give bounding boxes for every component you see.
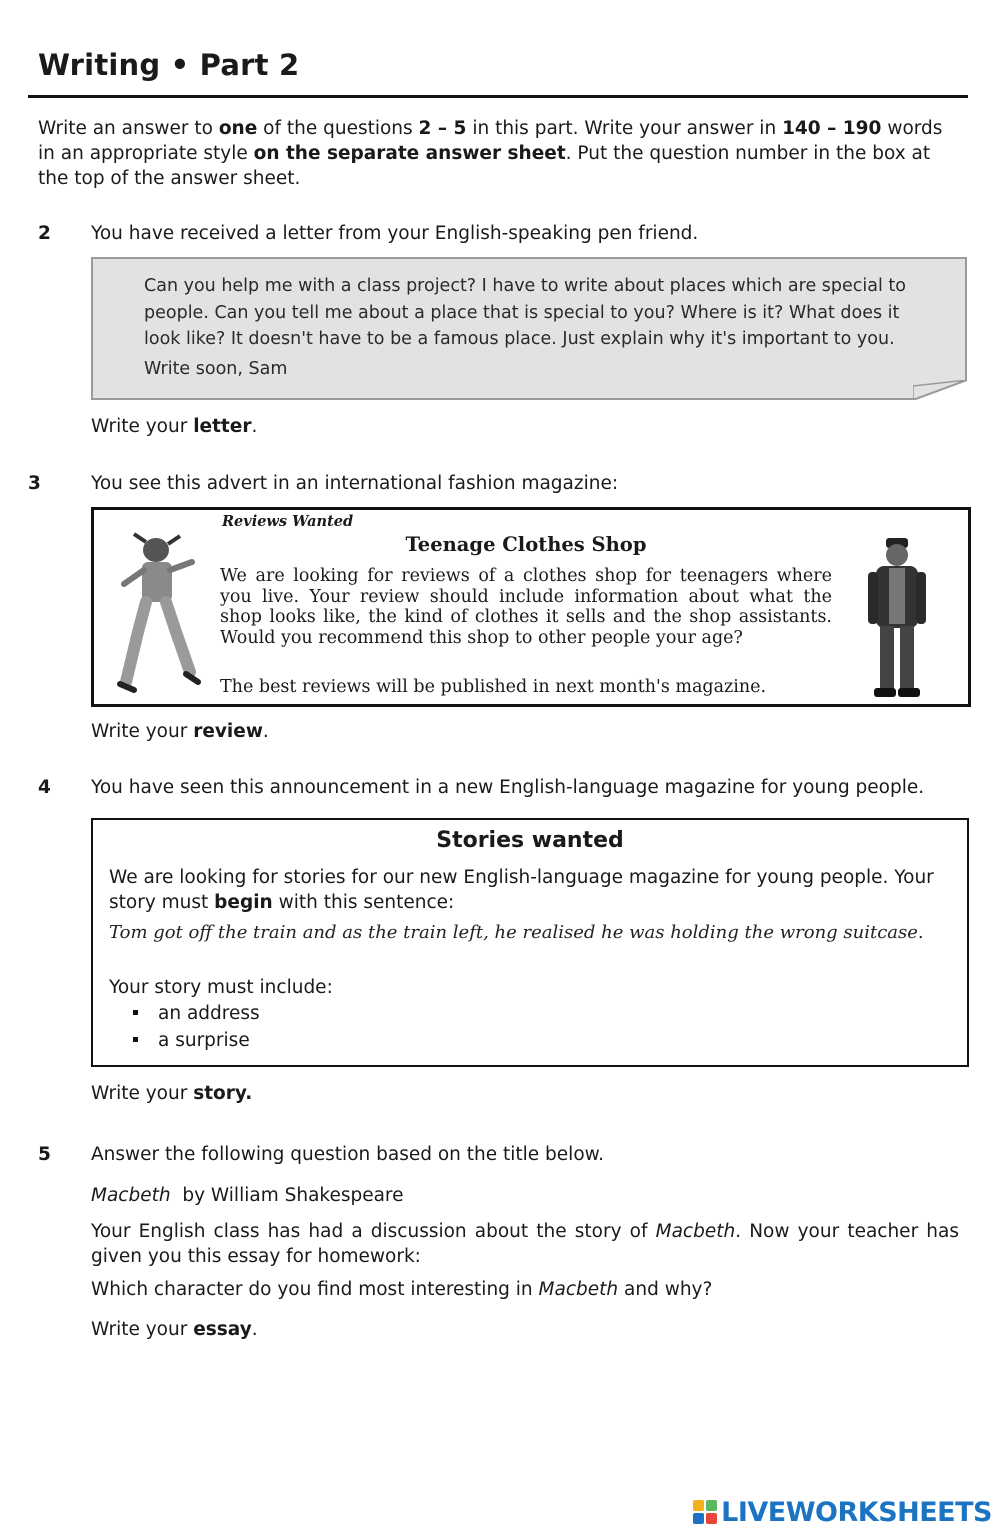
- write-label: Write your: [91, 721, 194, 742]
- book-author: by William Shakespeare: [170, 1185, 404, 1206]
- title-divider: [28, 95, 968, 98]
- book-title-line: [91, 1185, 404, 1206]
- instr-text: of the questions: [257, 118, 419, 139]
- q2-write-your-letter: [91, 416, 257, 437]
- include-label: Your story must include:: [109, 977, 333, 998]
- write-type: story.: [193, 1083, 253, 1104]
- bullet-text: a surprise: [158, 1030, 250, 1051]
- q4-write-your-story: [91, 1083, 252, 1104]
- write-label: Write your: [91, 1083, 194, 1104]
- q5-prompt: Answer the following question based on the title below.: [91, 1144, 604, 1165]
- book-title: Macbeth: [91, 1185, 171, 1206]
- essay-question: [91, 1279, 712, 1300]
- write-punct: .: [251, 416, 258, 437]
- clothes-shop-advert: [91, 507, 971, 707]
- q2-prompt: You have received a letter from your English-speaking pen friend.: [91, 223, 699, 244]
- q5-write-your-essay: [91, 1319, 258, 1340]
- q4-number: 4: [38, 777, 51, 798]
- instr-bold-sheet: on the separate answer sheet: [253, 143, 566, 164]
- instr-bold-one: one: [218, 118, 258, 139]
- instr-text: in this part. Write your answer in: [466, 118, 783, 139]
- instructions: [38, 116, 963, 191]
- ad-body: We are looking for reviews of a clothes shop for teenagers where you live. Your review should include information about what the shop looks like, the kind of clothes it sells and the shop assistants. Would you recommend this shop to other people your age?: [220, 566, 832, 648]
- bullet-text: an address: [158, 1003, 260, 1024]
- logo-mark-icon: [693, 1500, 717, 1524]
- stories-announcement: [91, 818, 969, 1067]
- essay-context: [91, 1219, 959, 1269]
- context-text: Your English class has had a discussion about the story of: [91, 1221, 656, 1242]
- bullet-item: [133, 1030, 250, 1051]
- write-punct: .: [251, 1319, 258, 1340]
- letter-signature: Write soon, Sam: [144, 359, 288, 379]
- instr-bold-range: 2 – 5: [418, 118, 467, 139]
- question-italic: Macbeth: [538, 1279, 619, 1300]
- instr-text: Write an answer to: [38, 118, 219, 139]
- question-text: Which character do you find most interesting in: [91, 1279, 539, 1300]
- write-label: Write your: [91, 416, 194, 437]
- stories-body-text: We are looking for stories for our new English-language magazine for young people. Your story must: [109, 867, 934, 913]
- stories-body-bold: begin: [214, 892, 273, 913]
- q5-number: 5: [38, 1144, 51, 1165]
- ad-title: Teenage Clothes Shop: [405, 533, 647, 556]
- q3-prompt: You see this advert in an international fashion magazine:: [91, 473, 619, 494]
- write-type: review: [193, 721, 263, 742]
- liveworksheets-logo: [693, 1497, 992, 1527]
- write-punct: .: [262, 721, 269, 742]
- standing-boy-image: [862, 538, 932, 702]
- bullet-icon: [133, 1010, 138, 1015]
- q4-prompt: You have seen this announcement in a new English-language magazine for young people.: [91, 777, 925, 798]
- context-text: . Now your teacher has given you this essay for homework:: [91, 1221, 959, 1267]
- context-italic: Macbeth: [655, 1221, 736, 1242]
- q2-number: 2: [38, 223, 51, 244]
- instr-text: words in an appropriate style: [38, 118, 943, 164]
- instr-text: . Put the question number in the box at the top of the answer sheet.: [38, 143, 931, 189]
- ad-kicker: Reviews Wanted: [222, 513, 354, 530]
- write-label: Write your: [91, 1319, 194, 1340]
- question-text: and why?: [618, 1279, 713, 1300]
- page-fold-icon: [913, 380, 967, 400]
- logo-text: LIVEWORKSHEETS: [721, 1496, 992, 1528]
- stories-title: Stories wanted: [436, 828, 624, 853]
- ad-footer: The best reviews will be published in next month's magazine.: [220, 677, 767, 697]
- letter-body: Can you help me with a class project? I have to write about places which are special to people. Can you tell me about a place that is special to you? Where is it? What does it look like? It doesn't have to be a famous place. Just explain why it's important to you.: [144, 276, 906, 349]
- pen-friend-letter: [91, 257, 967, 400]
- q3-number: 3: [28, 473, 41, 494]
- q3-write-your-review: [91, 721, 269, 742]
- bullet-item: [133, 1003, 260, 1024]
- write-type: essay: [193, 1319, 252, 1340]
- dancing-girl-image: [116, 532, 204, 704]
- write-type: letter: [193, 416, 252, 437]
- bullet-icon: [133, 1037, 138, 1042]
- stories-body: [109, 865, 949, 915]
- instr-bold-words: 140 – 190: [782, 118, 882, 139]
- stories-body-text: with this sentence:: [272, 892, 455, 913]
- opening-sentence: Tom got off the train and as the train left, he realised he was holding the wrong suitcase.: [109, 922, 924, 943]
- page-title: Writing • Part 2: [38, 48, 300, 82]
